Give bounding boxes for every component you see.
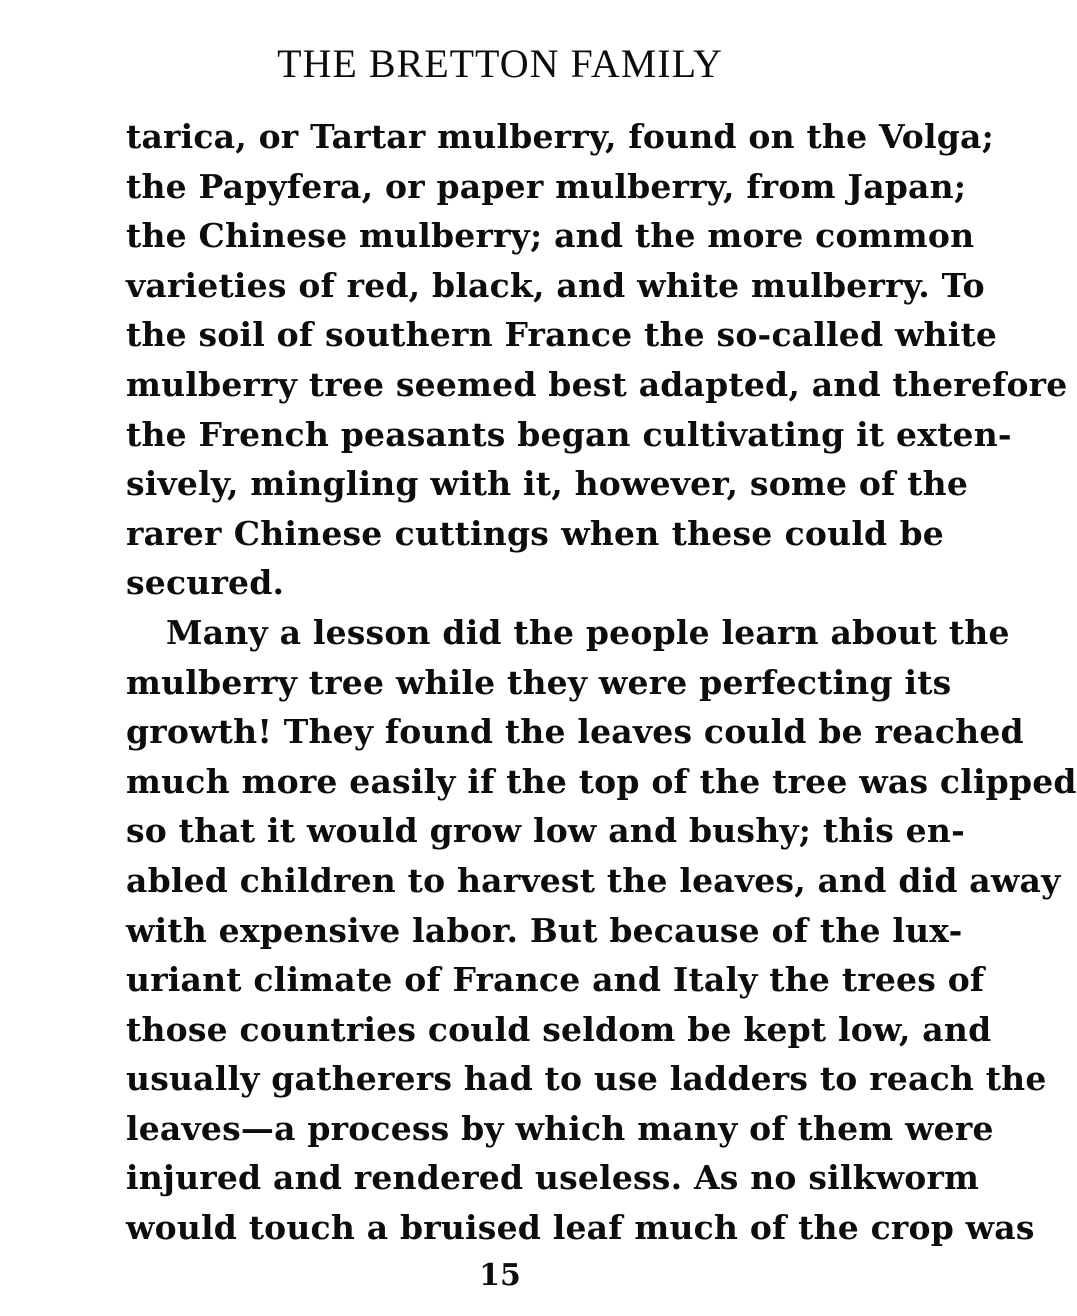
text-line: would touch a bruised leaf much of the crop was [126, 1208, 1035, 1248]
text-line: with expensive labor. But because of the lux- [126, 910, 963, 950]
text-line: abled children to harvest the leaves, and did away [126, 860, 1061, 900]
text-line: tarica, or Tartar mulberry, found on the Volga; [126, 117, 994, 156]
text-line: the Papyfera, or paper mulberry, from Japan; [126, 166, 967, 206]
text-line: Many a lesson did the people learn about the [166, 612, 1010, 652]
text-line: the Chinese mulberry; and the more common [126, 216, 975, 256]
text-line: rarer Chinese cuttings when these could be [126, 513, 944, 553]
text-line: mulberry tree while they were perfecting its [126, 662, 952, 702]
running-title: THE BRETTON FAMILY [277, 41, 723, 86]
text-line: secured. [126, 563, 285, 603]
text-line: mulberry tree seemed best adapted, and therefore [126, 364, 1068, 404]
text-line: leaves—a process by which many of them were [126, 1108, 994, 1148]
paragraph-2 [126, 608, 1077, 1253]
body-text [126, 112, 1077, 1253]
text-line: those countries could seldom be kept low, and [126, 1009, 992, 1049]
text-line: so that it would grow low and bushy; this en- [126, 811, 965, 851]
text-line: the French peasants began cultivating it exten- [126, 414, 1012, 454]
text-line: sively, mingling with it, however, some of the [126, 464, 969, 504]
text-line: injured and rendered useless. As no silkworm [126, 1158, 980, 1198]
text-line: much more easily if the top of the tree was clipped [126, 761, 1077, 801]
text-line: usually gatherers had to use ladders to reach the [126, 1059, 1047, 1099]
paragraph-1 [126, 112, 1068, 608]
text-line: the soil of southern France the so-called white [126, 315, 998, 355]
text-line: varieties of red, black, and white mulberry. To [126, 265, 985, 305]
page-number: 15 [479, 1258, 521, 1293]
text-line: uriant climate of France and Italy the trees of [126, 960, 985, 1000]
text-line: growth! They found the leaves could be reached [126, 712, 1024, 752]
